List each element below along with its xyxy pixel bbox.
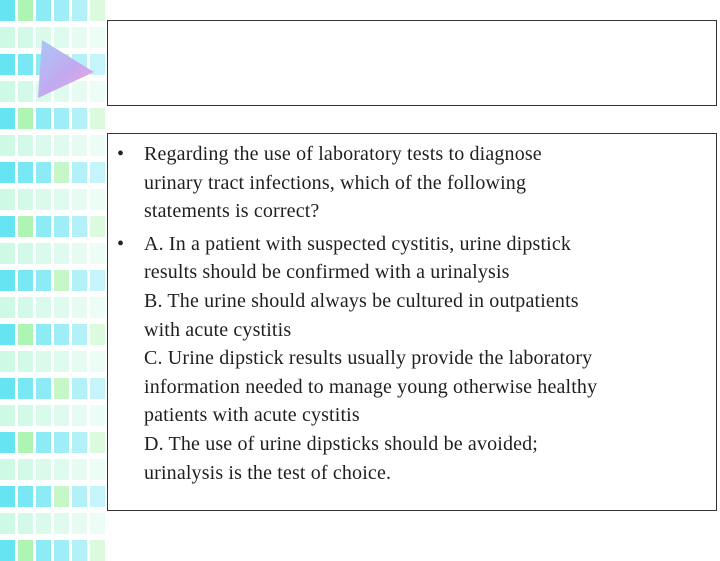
bullet-answers	[108, 230, 716, 487]
answer-line: B. The urine should always be cultured in outpatients	[144, 289, 579, 312]
strip-cell	[54, 243, 69, 264]
strip-cell	[18, 513, 33, 534]
strip-cell	[72, 243, 87, 264]
strip-cell	[72, 108, 87, 129]
strip-cell	[36, 378, 51, 399]
strip-cell	[18, 297, 33, 318]
strip-cell	[54, 270, 69, 291]
strip-cell	[54, 432, 69, 453]
strip-cell	[72, 270, 87, 291]
strip-cell	[18, 540, 33, 561]
strip-cell	[18, 135, 33, 156]
strip-cell	[36, 513, 51, 534]
strip-cell	[18, 81, 33, 102]
strip-cell	[0, 297, 15, 318]
play-triangle-icon	[34, 38, 96, 100]
strip-cell	[90, 351, 105, 372]
strip-cell	[36, 432, 51, 453]
strip-cell	[0, 351, 15, 372]
strip-cell	[54, 405, 69, 426]
strip-cell	[0, 189, 15, 210]
strip-cell	[18, 54, 33, 75]
strip-cell	[36, 135, 51, 156]
strip-cell	[72, 0, 87, 21]
strip-cell	[54, 189, 69, 210]
strip-cell	[72, 459, 87, 480]
strip-cell	[90, 270, 105, 291]
answer-line: urinalysis is the test of choice.	[144, 461, 392, 484]
strip-cell	[36, 243, 51, 264]
strip-cell	[18, 108, 33, 129]
strip-cell	[54, 216, 69, 237]
strip-cell	[90, 432, 105, 453]
strip-cell	[36, 0, 51, 21]
strip-cell	[72, 405, 87, 426]
strip-cell	[54, 459, 69, 480]
strip-cell	[90, 135, 105, 156]
answer-line: results should be confirmed with a urinalysis	[144, 261, 510, 284]
strip-cell	[36, 270, 51, 291]
strip-cell	[18, 270, 33, 291]
strip-cell	[36, 351, 51, 372]
strip-cell	[54, 135, 69, 156]
strip-cell	[90, 243, 105, 264]
strip-cell	[0, 486, 15, 507]
strip-cell	[90, 189, 105, 210]
strip-cell	[18, 189, 33, 210]
question-line: statements is correct?	[144, 200, 320, 223]
strip-cell	[18, 486, 33, 507]
strip-cell	[90, 378, 105, 399]
strip-cell	[0, 378, 15, 399]
bullet-marker: •	[117, 232, 125, 255]
strip-cell	[36, 324, 51, 345]
strip-cell	[36, 540, 51, 561]
strip-cell	[0, 270, 15, 291]
question-line: urinary tract infections, which of the following	[144, 171, 527, 194]
strip-cell	[18, 27, 33, 48]
strip-cell	[18, 162, 33, 183]
strip-cell	[18, 216, 33, 237]
strip-cell	[54, 540, 69, 561]
strip-cell	[36, 108, 51, 129]
strip-cell	[36, 297, 51, 318]
strip-cell	[90, 0, 105, 21]
strip-cell	[0, 216, 15, 237]
strip-cell	[0, 162, 15, 183]
strip-cell	[0, 432, 15, 453]
strip-cell	[0, 540, 15, 561]
strip-cell	[90, 405, 105, 426]
bullet-question	[108, 140, 716, 226]
strip-cell	[36, 162, 51, 183]
strip-cell	[18, 0, 33, 21]
strip-cell	[72, 432, 87, 453]
bullet-marker: •	[117, 143, 125, 165]
strip-cell	[72, 378, 87, 399]
answer-line: A. In a patient with suspected cystitis, urine dipstick	[144, 232, 572, 255]
strip-cell	[90, 297, 105, 318]
strip-cell	[0, 324, 15, 345]
strip-cell	[72, 162, 87, 183]
strip-cell	[90, 486, 105, 507]
strip-cell	[18, 405, 33, 426]
strip-cell	[72, 324, 87, 345]
strip-cell	[54, 0, 69, 21]
strip-cell	[90, 108, 105, 129]
strip-cell	[72, 135, 87, 156]
strip-cell	[54, 486, 69, 507]
strip-cell	[90, 324, 105, 345]
strip-cell	[18, 378, 33, 399]
answer-line: D. The use of urine dipsticks should be avoided;	[144, 432, 538, 455]
strip-cell	[0, 405, 15, 426]
strip-cell	[0, 243, 15, 264]
strip-cell	[0, 513, 15, 534]
strip-cell	[54, 108, 69, 129]
slide-content-box	[107, 133, 717, 511]
slide-title-box	[107, 20, 717, 106]
strip-cell	[90, 459, 105, 480]
answer-line: information needed to manage young otherwise healthy	[144, 375, 598, 398]
strip-cell	[18, 243, 33, 264]
strip-cell	[54, 162, 69, 183]
strip-cell	[90, 540, 105, 561]
answer-line: C. Urine dipstick results usually provide the laboratory	[144, 347, 593, 370]
strip-cell	[0, 108, 15, 129]
strip-cell	[36, 486, 51, 507]
strip-cell	[36, 405, 51, 426]
strip-cell	[90, 162, 105, 183]
strip-cell	[72, 216, 87, 237]
strip-cell	[36, 189, 51, 210]
strip-cell	[54, 297, 69, 318]
strip-cell	[0, 54, 15, 75]
strip-cell	[18, 459, 33, 480]
answer-line: patients with acute cystitis	[144, 404, 360, 427]
strip-cell	[72, 486, 87, 507]
strip-cell	[0, 27, 15, 48]
strip-cell	[0, 0, 15, 21]
strip-cell	[18, 324, 33, 345]
strip-cell	[90, 216, 105, 237]
strip-cell	[36, 459, 51, 480]
strip-cell	[90, 513, 105, 534]
strip-cell	[18, 432, 33, 453]
strip-cell	[72, 351, 87, 372]
strip-cell	[54, 324, 69, 345]
strip-cell	[72, 540, 87, 561]
strip-cell	[54, 378, 69, 399]
strip-cell	[54, 513, 69, 534]
strip-cell	[72, 513, 87, 534]
strip-cell	[54, 351, 69, 372]
strip-cell	[36, 216, 51, 237]
question-line: Regarding the use of laboratory tests to diagnose	[144, 143, 542, 165]
strip-cell	[72, 189, 87, 210]
bullet-list	[108, 140, 716, 491]
strip-cell	[0, 135, 15, 156]
strip-cell	[72, 297, 87, 318]
answer-line: with acute cystitis	[144, 318, 292, 341]
strip-cell	[0, 81, 15, 102]
strip-cell	[0, 459, 15, 480]
strip-cell	[18, 351, 33, 372]
